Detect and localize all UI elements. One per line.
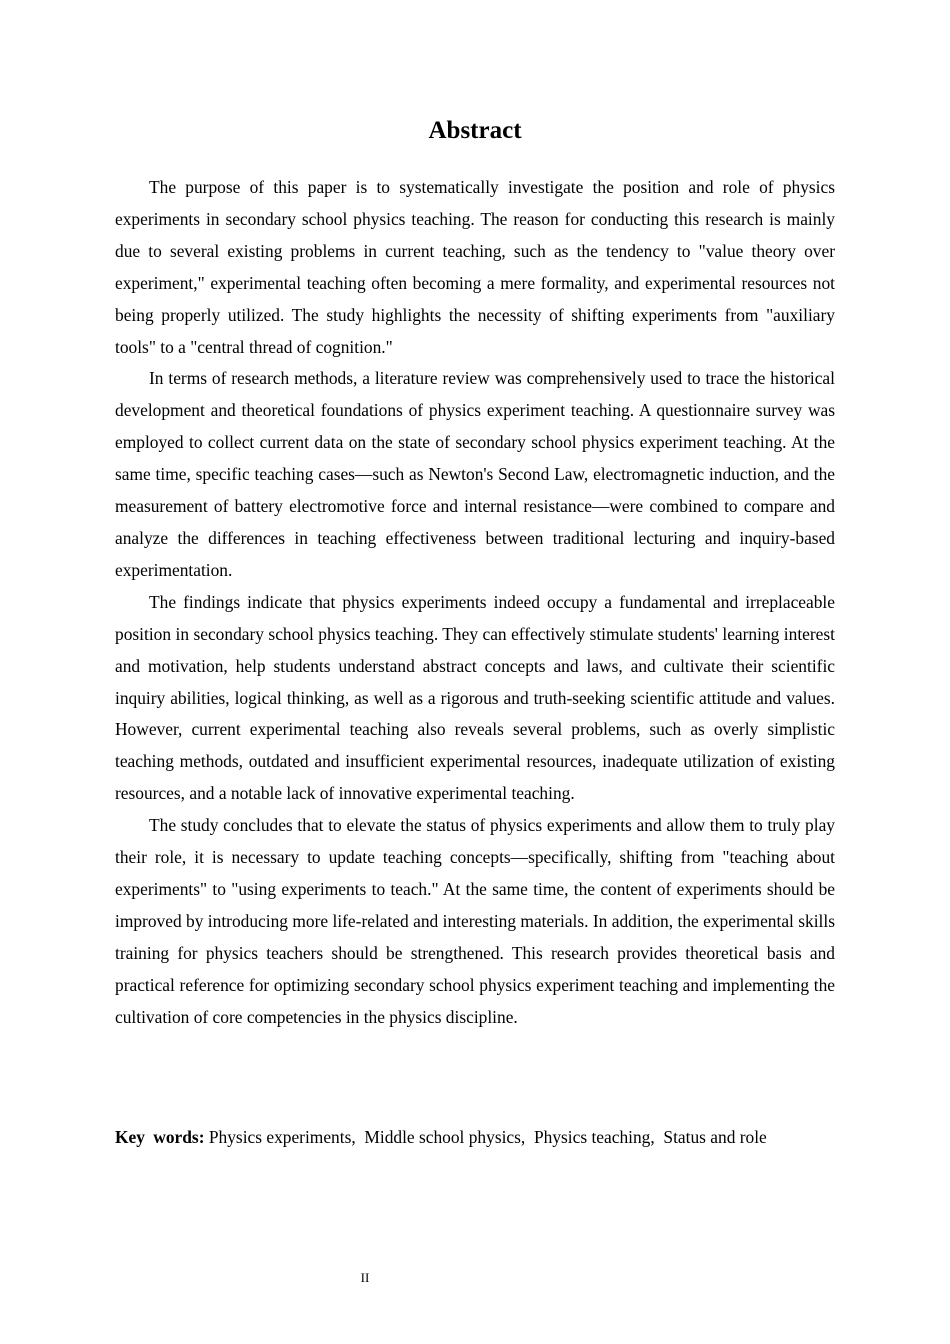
abstract-body: [115, 172, 835, 1033]
keywords-label: Key words:: [115, 1127, 205, 1147]
page-number: II: [360, 1270, 370, 1285]
keyword-item: Middle school physics,: [364, 1127, 526, 1147]
keyword-item: Status and role: [663, 1127, 767, 1147]
abstract-title: Abstract: [428, 117, 522, 144]
keyword-item: Physics teaching,: [533, 1127, 655, 1147]
abstract-paragraph-conclusion: The study concludes that to elevate the status of physics experiments and allow them to truly play their role, it is necessary to update teaching concepts—specifically, shifting from "teaching about experiments" to "using experiments to teach." At the same time, the content of experiments should be improved by introducing more life-related and interesting materials. In addition, the experimental skills training for physics teachers should be strengthened. This research provides theoretical basis and practical reference for optimizing secondary school physics experiment teaching and implementing the cultivation of core competencies in the physics discipline.: [115, 815, 835, 1027]
abstract-paragraph-methods: In terms of research methods, a literature review was comprehensively used to trace the historical development and theoretical foundations of physics experiment teaching. A questionnaire survey was employed to collect current data on the state of secondary school physics experiment teaching. At the same time, specific teaching cases—such as Newton's Second Law, electromagnetic induction, and the measurement of battery electromotive force and internal resistance—were combined to compare and analyze the differences in teaching effectiveness between traditional lecturing and inquiry-based experimentation.: [115, 368, 835, 580]
abstract-paragraph-purpose: The purpose of this paper is to systematically investigate the position and role of physics experiments in secondary school physics teaching. The reason for conducting this research is mainly due to several existing problems in current teaching, such as the tendency to "value theory over experiment," experimental teaching often becoming a mere formality, and experimental resources not being properly utilized. The study highlights the necessity of shifting experiments from "auxiliary tools" to a "central thread of cognition.": [115, 177, 835, 357]
abstract-paragraph-findings: The findings indicate that physics experiments indeed occupy a fundamental and irreplaceable position in secondary school physics teaching. They can effectively stimulate students' learning interest and motivation, help students understand abstract concepts and laws, and cultivate their scientific inquiry abilities, logical thinking, as well as a rigorous and truth-seeking scientific attitude and values. However, current experimental teaching also reveals several problems, such as overly simplistic teaching methods, outdated and insufficient experimental resources, inadequate utilization of existing resources, and a notable lack of innovative experimental teaching.: [115, 591, 835, 804]
keyword-item: Physics experiments,: [208, 1127, 356, 1147]
keywords-line: [115, 1122, 845, 1153]
